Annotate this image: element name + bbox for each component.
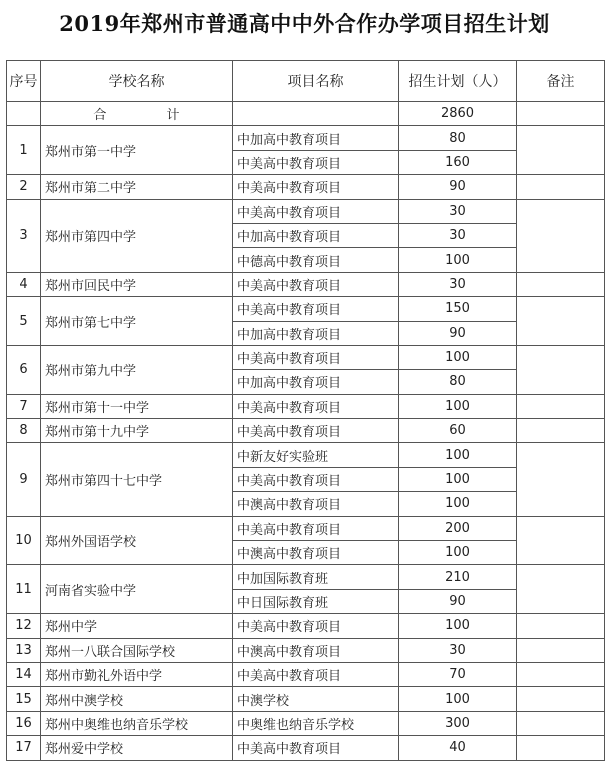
note-cell [517,516,605,565]
project-name: 中澳高中教育项目 [233,541,399,565]
header-no: 序号 [7,61,41,102]
header-row [7,61,605,102]
quota-value: 90 [399,321,517,345]
school-name: 郑州爱中学校 [41,736,233,760]
table-row [7,687,605,711]
project-name: 中美高中教育项目 [233,394,399,418]
row-number: 2 [7,175,41,199]
total-no-cell [7,102,41,126]
quota-value: 100 [399,614,517,638]
row-number: 5 [7,297,41,346]
note-cell [517,736,605,760]
row-number: 12 [7,614,41,638]
row-number: 17 [7,736,41,760]
quota-value: 30 [399,223,517,247]
project-name: 中加高中教育项目 [233,126,399,150]
table-row [7,565,605,589]
note-cell [517,711,605,735]
table-row [7,175,605,199]
project-name: 中美高中教育项目 [233,516,399,540]
project-name: 中加高中教育项目 [233,370,399,394]
school-name: 郑州市第十一中学 [41,394,233,418]
table-row [7,638,605,662]
quota-value: 100 [399,345,517,369]
page-title: 2019年郑州市普通高中中外合作办学项目招生计划 [59,11,550,36]
quota-value: 30 [399,272,517,296]
school-name: 河南省实验中学 [41,565,233,614]
table-row [7,394,605,418]
row-number: 3 [7,199,41,272]
row-number: 8 [7,419,41,443]
note-cell [517,345,605,394]
note-cell [517,443,605,516]
school-name: 郑州市回民中学 [41,272,233,296]
school-name: 郑州市第四十七中学 [41,443,233,516]
quota-value: 100 [399,687,517,711]
table-row [7,711,605,735]
note-cell [517,662,605,686]
quota-value: 100 [399,467,517,491]
quota-value: 90 [399,175,517,199]
project-name: 中美高中教育项目 [233,467,399,491]
row-number: 15 [7,687,41,711]
quota-value: 70 [399,662,517,686]
quota-value: 80 [399,126,517,150]
table-row [7,126,605,150]
total-note-cell [517,102,605,126]
row-number: 11 [7,565,41,614]
school-name: 郑州市第一中学 [41,126,233,175]
note-cell [517,419,605,443]
project-name: 中美高中教育项目 [233,419,399,443]
row-number: 1 [7,126,41,175]
row-number: 10 [7,516,41,565]
table-row [7,419,605,443]
header-project: 项目名称 [233,61,399,102]
note-cell [517,565,605,614]
project-name: 中美高中教育项目 [233,736,399,760]
project-name: 中澳高中教育项目 [233,638,399,662]
row-number: 9 [7,443,41,516]
project-name: 中美高中教育项目 [233,150,399,174]
table-row [7,199,605,223]
project-name: 中加高中教育项目 [233,321,399,345]
project-name: 中美高中教育项目 [233,345,399,369]
school-name: 郑州中澳学校 [41,687,233,711]
header-note: 备注 [517,61,605,102]
total-label: 合 计 [41,102,233,126]
school-name: 郑州市第二中学 [41,175,233,199]
table-row [7,516,605,540]
quota-value: 210 [399,565,517,589]
quota-value: 90 [399,589,517,613]
quota-value: 100 [399,492,517,516]
quota-value: 60 [399,419,517,443]
note-cell [517,394,605,418]
note-cell [517,297,605,346]
note-cell [517,272,605,296]
quota-value: 80 [399,370,517,394]
note-cell [517,614,605,638]
school-name: 郑州中奥维也纳音乐学校 [41,711,233,735]
quota-value: 100 [399,248,517,272]
project-name: 中美高中教育项目 [233,297,399,321]
project-name: 中奥维也纳音乐学校 [233,711,399,735]
project-name: 中新友好实验班 [233,443,399,467]
project-name: 中加高中教育项目 [233,223,399,247]
table-row [7,345,605,369]
quota-value: 100 [399,443,517,467]
table-row [7,297,605,321]
row-number: 6 [7,345,41,394]
school-name: 郑州市第九中学 [41,345,233,394]
school-name: 郑州市第四中学 [41,199,233,272]
project-name: 中德高中教育项目 [233,248,399,272]
project-name: 中澳高中教育项目 [233,492,399,516]
enrollment-plan-table [6,60,605,761]
total-value: 2860 [399,102,517,126]
table-row [7,614,605,638]
row-number: 7 [7,394,41,418]
quota-value: 100 [399,394,517,418]
project-name: 中美高中教育项目 [233,199,399,223]
table-row [7,662,605,686]
quota-value: 160 [399,150,517,174]
row-number: 13 [7,638,41,662]
project-name: 中美高中教育项目 [233,272,399,296]
note-cell [517,199,605,272]
project-name: 中美高中教育项目 [233,614,399,638]
quota-value: 30 [399,199,517,223]
table-row [7,443,605,467]
note-cell [517,126,605,175]
school-name: 郑州市第七中学 [41,297,233,346]
project-name: 中日国际教育班 [233,589,399,613]
row-number: 16 [7,711,41,735]
note-cell [517,638,605,662]
quota-value: 100 [399,541,517,565]
quota-value: 30 [399,638,517,662]
table-row [7,272,605,296]
header-quota: 招生计划（人） [399,61,517,102]
row-number: 4 [7,272,41,296]
school-name: 郑州外国语学校 [41,516,233,565]
table-row [7,736,605,760]
quota-value: 40 [399,736,517,760]
quota-value: 200 [399,516,517,540]
total-project-cell [233,102,399,126]
project-name: 中美高中教育项目 [233,175,399,199]
row-number: 14 [7,662,41,686]
note-cell [517,175,605,199]
quota-value: 300 [399,711,517,735]
total-row [7,102,605,126]
project-name: 中加国际教育班 [233,565,399,589]
school-name: 郑州一八联合国际学校 [41,638,233,662]
school-name: 郑州市第十九中学 [41,419,233,443]
quota-value: 150 [399,297,517,321]
project-name: 中美高中教育项目 [233,662,399,686]
header-school: 学校名称 [41,61,233,102]
note-cell [517,687,605,711]
school-name: 郑州中学 [41,614,233,638]
project-name: 中澳学校 [233,687,399,711]
school-name: 郑州市勤礼外语中学 [41,662,233,686]
